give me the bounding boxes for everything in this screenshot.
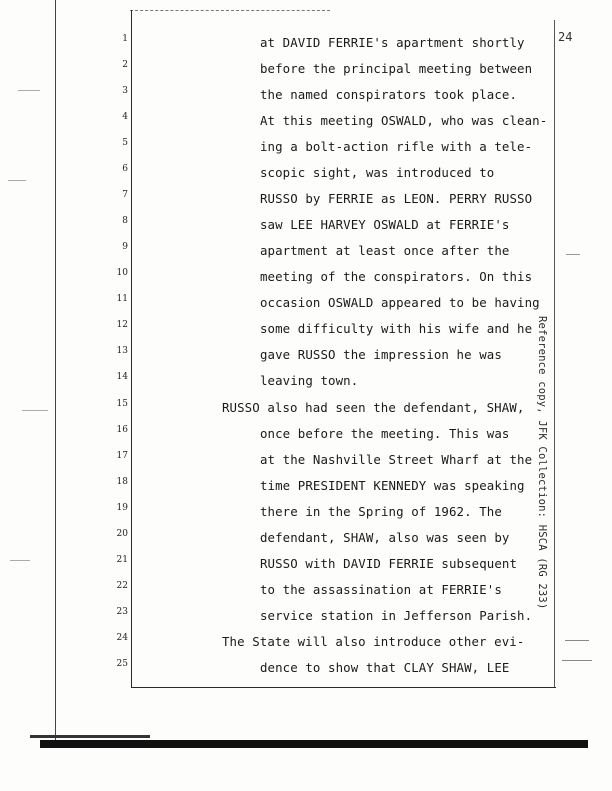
line-number: 22 (116, 581, 128, 591)
transcript-line: meeting of the conspirators. On this (260, 269, 533, 284)
margin-rule-right (554, 20, 555, 688)
line-number: 6 (122, 164, 128, 174)
transcript-line: saw LEE HARVEY OSWALD at FERRIE's (260, 217, 510, 232)
transcript-line: The State will also introduce other evi- (222, 634, 525, 649)
line-number: 7 (122, 190, 128, 200)
transcript-line: dence to show that CLAY SHAW, LEE (260, 660, 510, 675)
scan-speck (562, 660, 592, 661)
line-number: 18 (116, 477, 128, 487)
transcript-line: gave RUSSO the impression he was (260, 347, 502, 362)
line-number: 5 (122, 138, 128, 148)
scan-speck (22, 410, 48, 411)
scan-bottom-bar (40, 740, 588, 748)
top-rule (130, 10, 330, 11)
transcript-line: apartment at least once after the (260, 243, 510, 258)
page-number: 24 (558, 30, 573, 44)
margin-rule-bottom (131, 687, 556, 688)
archive-reference-stamp: Reference copy, JFK Collection: HSCA (RG 233) (536, 316, 548, 610)
transcript-line: to the assassination at FERRIE's (260, 582, 502, 597)
transcript-line: RUSSO also had seen the defendant, SHAW, (222, 400, 525, 415)
transcript-line: leaving town. (260, 373, 359, 388)
scan-speck (565, 640, 589, 641)
scan-speck (18, 90, 40, 91)
line-number: 21 (116, 555, 128, 565)
line-number: 9 (122, 242, 128, 252)
transcript-line: before the principal meeting between (260, 61, 533, 76)
transcript-line: the named conspirators took place. (260, 87, 518, 102)
transcript-line: time PRESIDENT KENNEDY was speaking (260, 478, 525, 493)
line-number: 4 (122, 112, 128, 122)
line-number: 12 (116, 320, 128, 330)
line-number: 20 (116, 529, 128, 539)
scan-speck (10, 560, 30, 561)
line-number: 25 (116, 659, 128, 669)
line-number: 13 (116, 346, 128, 356)
transcript-line: service station in Jefferson Parish. (260, 608, 533, 623)
transcript-line: occasion OSWALD appeared to be having (260, 295, 540, 310)
transcript-line: RUSSO with DAVID FERRIE subsequent (260, 556, 518, 571)
scan-speck (566, 254, 580, 255)
scan-edge-mark (30, 735, 150, 738)
scan-speck (8, 180, 26, 181)
transcript-line: at the Nashville Street Wharf at the (260, 452, 533, 467)
transcript-line: at DAVID FERRIE's apartment shortly (260, 35, 525, 50)
transcript-line: At this meeting OSWALD, who was clean- (260, 113, 548, 128)
line-number: 24 (116, 633, 128, 643)
line-number: 19 (116, 503, 128, 513)
line-number: 10 (116, 268, 128, 278)
transcript-line: defendant, SHAW, also was seen by (260, 530, 510, 545)
line-number: 17 (116, 451, 128, 461)
transcript-line: once before the meeting. This was (260, 426, 510, 441)
margin-rule-left (131, 10, 132, 688)
line-number: 11 (116, 294, 128, 304)
line-number: 1 (122, 34, 128, 44)
transcript-line: some difficulty with his wife and he (260, 321, 533, 336)
transcript-line: there in the Spring of 1962. The (260, 504, 502, 519)
line-number: 3 (122, 86, 128, 96)
line-number: 23 (116, 607, 128, 617)
line-number: 16 (116, 425, 128, 435)
page-edge-line (55, 0, 56, 740)
line-number: 8 (122, 216, 128, 226)
transcript-line: ing a bolt-action rifle with a tele- (260, 139, 533, 154)
line-number: 14 (116, 372, 128, 382)
line-number: 15 (116, 399, 128, 409)
transcript-line: RUSSO by FERRIE as LEON. PERRY RUSSO (260, 191, 533, 206)
transcript-line: scopic sight, was introduced to (260, 165, 495, 180)
line-number: 2 (122, 60, 128, 70)
